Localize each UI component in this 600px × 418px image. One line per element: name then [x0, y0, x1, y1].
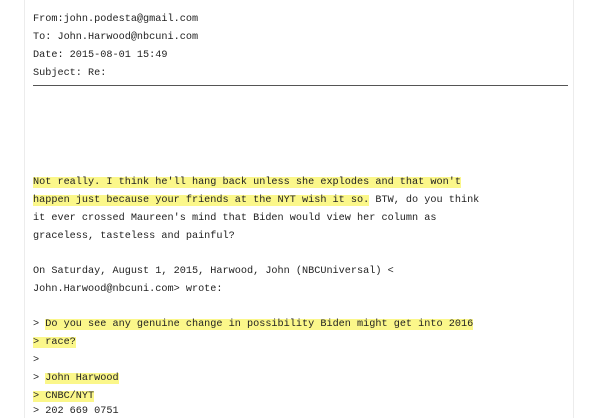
quote-line-4: [33, 372, 119, 385]
quote-marker: >: [33, 319, 46, 330]
quote-line-1: [33, 318, 473, 331]
reply-line-2-rest: BTW, do you think: [369, 195, 480, 206]
reply-highlight-2: happen just because your friends at the NYT wish it so.: [33, 195, 370, 206]
quote-line-6: > 202 669 0751: [33, 406, 119, 417]
reply-line-4: graceless, tasteless and painful?: [33, 231, 235, 242]
quote-line-5: [33, 390, 94, 403]
quote-highlight-1: Do you see any genuine change in possibility Biden might get into 2016: [45, 319, 474, 330]
quote-highlight-4: John Harwood: [45, 373, 119, 384]
attribution-line-1: On Saturday, August 1, 2015, Harwood, John (NBCUniversal) <: [33, 266, 394, 277]
email-from: From:john.podesta@gmail.com: [33, 14, 199, 25]
email-date: Date: 2015-08-01 15:49: [33, 50, 168, 61]
quote-line-2: [33, 336, 76, 349]
reply-line-2: [33, 194, 479, 207]
reply-line-3: it ever crossed Maureen's mind that Biden would view her column as: [33, 213, 437, 224]
email-subject: Subject: Re:: [33, 68, 107, 79]
document-page: [24, 0, 574, 418]
quote-highlight-5: > CNBC/NYT: [33, 391, 95, 402]
quote-line-3: >: [33, 355, 40, 366]
attribution-line-2: John.Harwood@nbcuni.com> wrote:: [33, 284, 223, 295]
email-to: To: John.Harwood@nbcuni.com: [33, 32, 199, 43]
reply-highlight-1: Not really. I think he'll hang back unless she explodes and that won't: [33, 177, 461, 188]
quote-highlight-2: > race?: [33, 337, 76, 348]
reply-line-1: [33, 176, 461, 189]
header-divider: [33, 85, 568, 86]
quote-marker: >: [33, 373, 46, 384]
